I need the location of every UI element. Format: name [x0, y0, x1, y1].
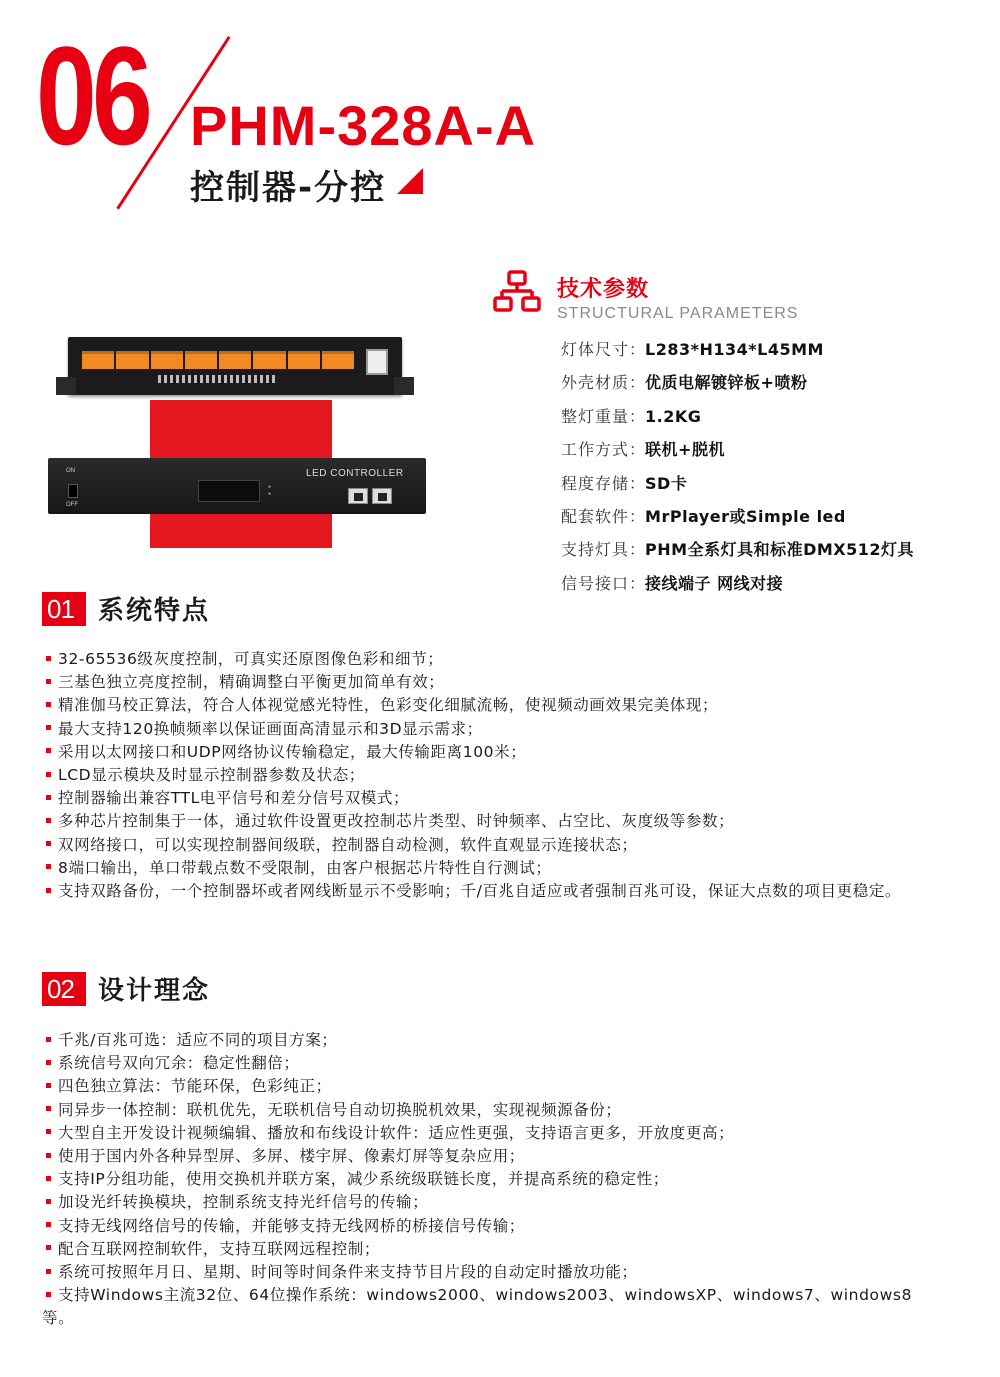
panel-label: LED CONTROLLER [306, 468, 404, 479]
section-number: 06 [36, 17, 149, 174]
param-row: 灯体尺寸：L283*H134*L45MM [561, 340, 824, 359]
terminal-block [82, 351, 114, 369]
mount-flange [394, 377, 414, 395]
list-item: 支持双路备份，一个控制器坏或者网线断显示不受影响；千/百兆自适应或者强制百兆可设，保证大点数的项目更稳定。 [42, 880, 922, 903]
list-item: 支持Windows主流32位、64位操作系统：windows2000、windows2003、windowsXP、windows7、windows8等。 [42, 1286, 913, 1328]
bullet-icon [46, 725, 51, 730]
tech-params-list [561, 338, 914, 605]
lcd-display [198, 480, 260, 502]
product-subtitle: 控制器-分控 [190, 168, 387, 208]
param-value: 联机+脱机 [645, 440, 725, 460]
list-item: 精准伽马校正算法，符合人体视觉感光特性，色彩变化细腻流畅，使视频动画效果完美体现； [42, 694, 922, 717]
bullet-icon [46, 1292, 51, 1297]
bullet-icon [46, 1037, 51, 1042]
param-row: 支持灯具：PHM全系灯具和标准DMX512灯具 [561, 540, 915, 560]
terminal-block-row [82, 351, 354, 369]
param-value: 1.2KG [645, 406, 702, 426]
section-number-label: 01 [47, 594, 74, 624]
ethernet-port-icon [372, 488, 392, 504]
param-key: 程度存储 [561, 473, 630, 493]
bullet-icon [46, 772, 51, 777]
list-item: 大型自主开发设计视频编辑、播放和布线设计软件：适应性更强，支持语言更多，开放度更高； [42, 1122, 922, 1145]
param-key: 支持灯具 [561, 540, 630, 560]
power-led-icon: ● [268, 491, 272, 497]
list-item: 最大支持120换帧频率以保证画面高清显示和3D显示需求； [42, 718, 922, 741]
list-item: 配合互联网控制软件，支持互联网远程控制； [42, 1238, 922, 1261]
param-row: 整灯重量：1.2KG [561, 406, 702, 426]
param-key: 灯体尺寸 [561, 340, 630, 359]
list-item: 多种芯片控制集于一体，通过软件设置更改控制芯片类型、时钟频率、占空比、灰度级等参数； [42, 810, 922, 833]
param-key: 信号接口 [561, 573, 630, 593]
section-title: 设计理念 [98, 976, 211, 1006]
bullet-icon [46, 1106, 51, 1111]
param-value: L283*H134*L45MM [645, 340, 824, 359]
terminal-block [288, 351, 320, 369]
list-item: 控制器输出兼容TTL电平信号和差分信号双模式； [42, 787, 922, 810]
param-row: 工作方式：联机+脱机 [561, 440, 725, 460]
bullet-icon [46, 702, 51, 707]
power-switch-icon [68, 484, 78, 498]
bullet-icon [46, 841, 51, 846]
param-key: 整灯重量 [561, 406, 630, 426]
tech-params-subtitle: STRUCTURAL PARAMETERS [557, 305, 799, 322]
list-item: 支持IP分组功能，使用交换机并联方案，减少系统级联链长度，并提高系统的稳定性； [42, 1168, 922, 1191]
bullet-icon [46, 1153, 51, 1158]
param-value: MrPlayer或Simple led [645, 506, 846, 526]
features-list [42, 648, 922, 903]
list-item: 三基色独立亮度控制，精确调整白平衡更加简单有效； [42, 671, 922, 694]
list-item: 四色独立算法：节能环保，色彩纯正； [42, 1075, 922, 1098]
design-list [42, 1029, 922, 1331]
terminal-block [322, 351, 354, 369]
list-item: 系统信号双向冗余：稳定性翻倍； [42, 1052, 922, 1075]
list-item: 采用以太网接口和UDP网络协议传输稳定，最大传输距离100米； [42, 741, 922, 764]
param-value: 优质电解镀锌板+喷粉 [645, 373, 808, 393]
bullet-icon [46, 864, 51, 869]
bullet-icon [46, 795, 51, 800]
product-model: PHM-328A-A [190, 94, 537, 157]
terminal-block [116, 351, 148, 369]
bullet-icon [46, 1245, 51, 1250]
param-row: 信号接口：接线端子 网线对接 [561, 573, 784, 593]
bullet-icon [46, 818, 51, 823]
bullet-icon [46, 1222, 51, 1227]
bullet-icon [46, 1269, 51, 1274]
active-led-icon: ● [268, 484, 272, 490]
network-topology-icon [493, 269, 541, 317]
bullet-icon [46, 888, 51, 893]
list-item: LCD显示模块及时显示控制器参数及状态； [42, 764, 922, 787]
terminal-block [253, 351, 285, 369]
switch-on-label: ON [66, 468, 75, 474]
param-row: 程度存储：SD卡 [561, 473, 688, 493]
section-title: 系统特点 [98, 596, 211, 626]
terminal-block [219, 351, 251, 369]
mount-flange [56, 377, 76, 395]
section-number-label: 02 [47, 974, 74, 1004]
param-row: 外壳材质：优质电解镀锌板+喷粉 [561, 373, 808, 393]
bullet-icon [46, 1129, 51, 1134]
list-item: 同异步一体控制：联机优先，无联机信号自动切换脱机效果，实现视频源备份； [42, 1099, 922, 1122]
param-value: 接线端子 网线对接 [645, 573, 784, 593]
terminal-block [185, 351, 217, 369]
bullet-icon [46, 1199, 51, 1204]
list-item: 加设光纤转换模块，控制系统支持光纤信号的传输； [42, 1191, 922, 1214]
terminal-block [151, 351, 183, 369]
bullet-icon [46, 748, 51, 753]
small-terminal-row [158, 375, 278, 383]
bullet-icon [46, 656, 51, 661]
list-item: 8端口输出，单口带载点数不受限制，由客户根据芯片特性自行测试； [42, 857, 922, 880]
power-socket-icon [366, 349, 388, 375]
list-item: 系统可按照年月日、星期、时间等时间条件来支持节目片段的自动定时播放功能； [42, 1261, 922, 1284]
bullet-icon [46, 1083, 51, 1088]
list-item: 使用于国内外各种异型屏、多屏、楼宇屏、像素灯屏等复杂应用； [42, 1145, 922, 1168]
param-value: PHM全系灯具和标准DMX512灯具 [645, 540, 915, 560]
param-key: 配套软件 [561, 506, 630, 526]
bullet-icon [46, 1060, 51, 1065]
param-key: 工作方式 [561, 440, 630, 460]
list-item: 千兆/百兆可选：适应不同的项目方案； [42, 1029, 922, 1052]
tech-params-title: 技术参数 [557, 277, 650, 302]
list-item: 双网络接口，可以实现控制器间级联，控制器自动检测，软件直观显示连接状态； [42, 834, 922, 857]
ethernet-port-icon [348, 488, 368, 504]
controller-front-view [48, 458, 426, 514]
param-row: 配套软件：MrPlayer或Simple led [561, 506, 846, 526]
switch-off-label: OFF [66, 502, 78, 508]
bullet-icon [46, 1176, 51, 1181]
controller-rear-view [68, 337, 402, 395]
list-item: 32-65536级灰度控制，可真实还原图像色彩和细节； [42, 648, 922, 671]
list-item: 支持无线网络信号的传输，并能够支持无线网桥的桥接信号传输； [42, 1215, 922, 1238]
bullet-icon [46, 679, 51, 684]
param-key: 外壳材质 [561, 373, 630, 393]
param-value: SD卡 [645, 473, 688, 493]
triangle-icon [397, 168, 423, 194]
